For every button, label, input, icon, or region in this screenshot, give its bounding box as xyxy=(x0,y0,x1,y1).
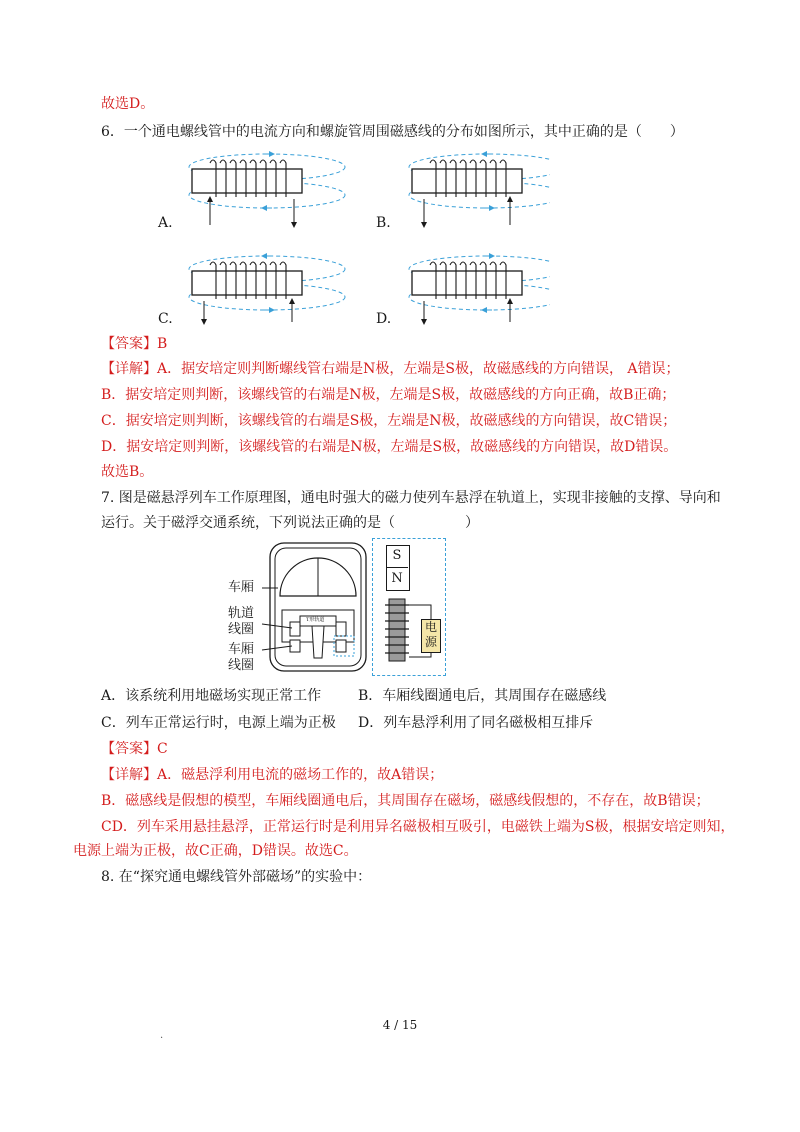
q7-option-a: A．该系统利用地磁场实现正常工作 xyxy=(101,688,322,704)
q6-stem: 6．一个通电螺线管中的电流方向和螺旋管周围磁感线的分布如图所示，其中正确的是（ ） xyxy=(101,124,684,140)
q6-conclusion: 故选B。 xyxy=(101,464,154,480)
q7-power-char-1: 电 xyxy=(424,620,437,634)
q6-solenoid-figures xyxy=(150,145,550,330)
q6-figure-d xyxy=(409,256,550,322)
q6-figure-b xyxy=(409,154,550,225)
q7-option-b: B．车厢线圈通电后，其周围存在磁感线 xyxy=(358,688,607,704)
q6-detail-a xyxy=(101,359,680,379)
q6-detail-d: D．据安培定则判断，该螺线管的右端是N极，左端是S极，故磁感线的方向错误，故D错误。 xyxy=(101,439,678,455)
q7-detail-a-text: A．磁悬浮利用电流的磁场工作的，故A错误； xyxy=(157,767,444,783)
q7-detail-a xyxy=(101,765,443,785)
q7-label-car: 车厢 xyxy=(228,580,255,595)
q7-detail-cd-line1: CD．列车采用悬挂悬浮，正常运行时是利用异名磁极相互吸引，电磁铁上端为S极，根据安培定则知， xyxy=(101,819,735,835)
q7-stem-line1: 7. 图是磁悬浮列车工作原理图，通电时强大的磁力使列车悬浮在轨道上，实现非接触的支撑、导向和 xyxy=(101,490,721,506)
q6-answer xyxy=(101,334,167,354)
q7-detail-cd-line2: 电源上端为正极，故C正确，D错误。故选C。 xyxy=(73,843,358,859)
q6-option-c-label: C. xyxy=(158,311,173,327)
q6-detail-c: C．据安培定则判断，该螺线管的右端是S极，左端是N极，故磁感线的方向错误，故C错误； xyxy=(101,413,677,429)
q7-label-rail: T形轨道 xyxy=(306,617,325,623)
q7-label-carcoil-2: 线圈 xyxy=(228,658,255,673)
q7-power-source xyxy=(421,619,441,653)
q7-stem-line2: 运行。关于磁浮交通系统，下列说法正确的是（ ） xyxy=(101,515,479,531)
q6-detail-b: B．据安培定则判断，该螺线管的右端是N极，左端是S极，故磁感线的方向正确，故B正确； xyxy=(101,387,676,403)
q6-detail-tag: 【详解】 xyxy=(101,361,157,377)
q6-detail-a-text: A．据安培定则判断螺线管右端是N极，左端是S极，故磁感线的方向错误， A错误； xyxy=(157,361,680,377)
q6-figure-c xyxy=(189,256,345,322)
q7-inset xyxy=(372,538,446,676)
q7-coil-drawing xyxy=(373,539,445,675)
q6-answer-value: B xyxy=(157,336,168,352)
q8-stem: 8. 在“探究通电螺线管外部磁场”的实验中： xyxy=(101,869,372,885)
q6-figure-a xyxy=(189,154,345,225)
q7-option-c: C．列车正常运行时，电源上端为正极 xyxy=(101,715,336,731)
q6-option-a-label: A. xyxy=(158,215,173,231)
q6-option-b-label: B. xyxy=(376,215,391,231)
q7-pole-n: N xyxy=(391,571,403,586)
q7-answer-value: C xyxy=(157,741,168,757)
q7-label-track-1: 轨道 xyxy=(228,606,255,621)
page-number: 4 / 15 xyxy=(382,1018,418,1032)
q7-answer-tag: 【答案】 xyxy=(101,741,157,757)
q7-detail-tag: 【详解】 xyxy=(101,767,157,783)
q6-answer-tag: 【答案】 xyxy=(101,336,157,352)
q7-label-track-2: 线圈 xyxy=(228,622,255,637)
prev-conclusion: 故选D。 xyxy=(101,96,155,112)
q7-pole-s: S xyxy=(386,545,408,568)
q7-detail-b: B．磁感线是假想的模型，车厢线圈通电后，其周围存在磁场，磁感线假想的，不存在，故B错误； xyxy=(101,793,710,809)
decorative-dot: . xyxy=(160,1030,164,1041)
q7-label-carcoil-1: 车厢 xyxy=(228,642,255,657)
q7-power-char-2: 源 xyxy=(424,635,437,649)
q7-answer xyxy=(101,739,168,759)
q6-option-d-label: D. xyxy=(376,311,392,327)
q7-option-d: D．列车悬浮利用了同名磁极相互排斥 xyxy=(358,715,594,731)
